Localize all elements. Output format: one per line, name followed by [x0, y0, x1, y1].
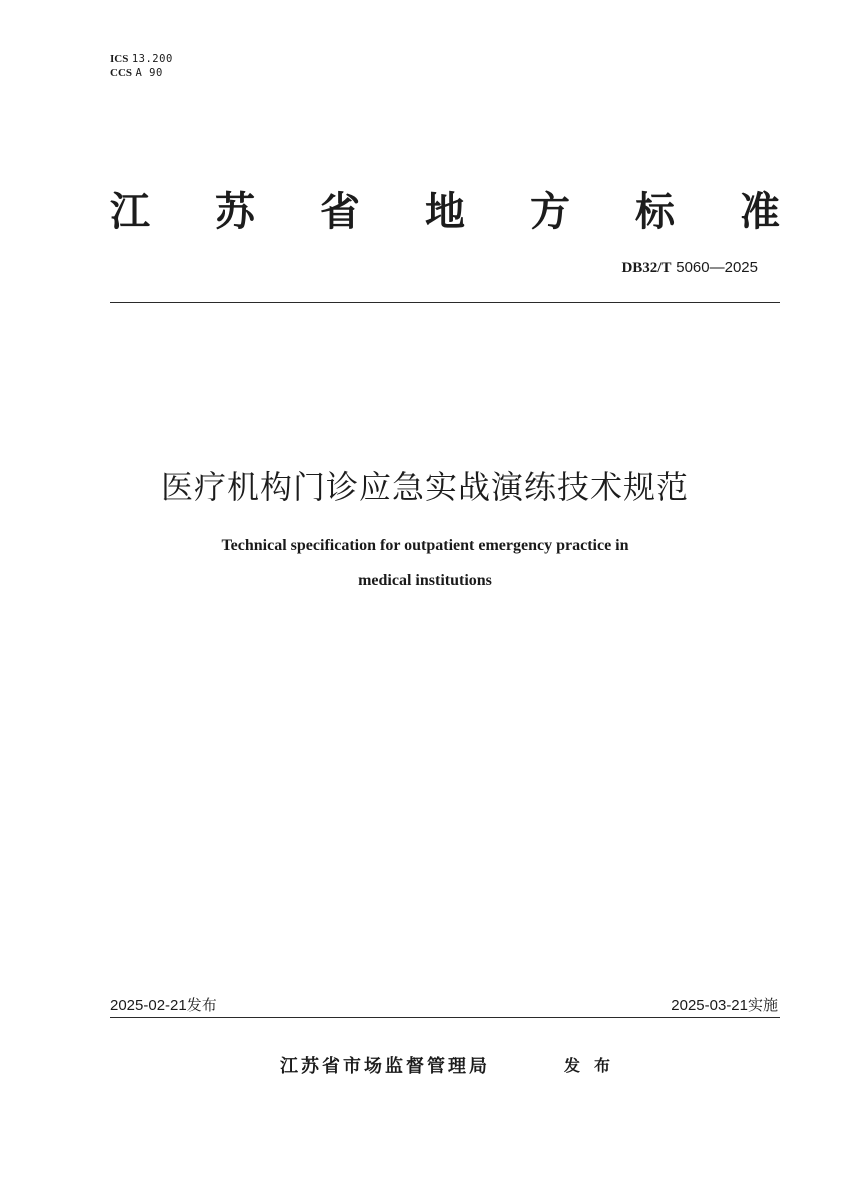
publisher-name: 江苏省市场监督管理局	[280, 1056, 490, 1077]
footer-divider	[110, 1017, 780, 1018]
standard-type-char: 地	[425, 188, 465, 235]
standard-number-value: 5060—2025	[676, 259, 758, 276]
standard-type-char: 苏	[215, 188, 255, 235]
classification-codes	[110, 52, 173, 80]
publish-label: 发布	[564, 1056, 625, 1075]
document-title-en-line2: medical institutions	[358, 572, 492, 589]
issue-date: 2025-02-21发布	[110, 997, 217, 1014]
standard-type-char: 省	[320, 188, 360, 235]
header-divider	[110, 302, 780, 303]
standard-type-char: 标	[635, 188, 675, 235]
standard-number	[621, 258, 758, 277]
standard-type-char: 准	[740, 188, 780, 235]
standard-number-prefix: DB32/T	[621, 260, 672, 276]
standard-type-char: 江	[110, 188, 150, 235]
ics-value: 13.200	[131, 53, 173, 65]
ccs-label: CCS	[110, 67, 133, 79]
ccs-value: A 90	[135, 67, 163, 79]
ccs-code	[110, 66, 173, 80]
standard-type-char: 方	[530, 188, 570, 235]
standard-type-title	[110, 180, 780, 236]
ics-code	[110, 52, 173, 66]
implementation-date: 2025-03-21实施	[671, 997, 778, 1014]
ics-label: ICS	[110, 53, 129, 65]
document-title-en-line1: Technical specification for outpatient emergency practice in	[221, 537, 629, 554]
document-title-cn: 医疗机构门诊应急实战演练技术规范	[160, 468, 689, 506]
